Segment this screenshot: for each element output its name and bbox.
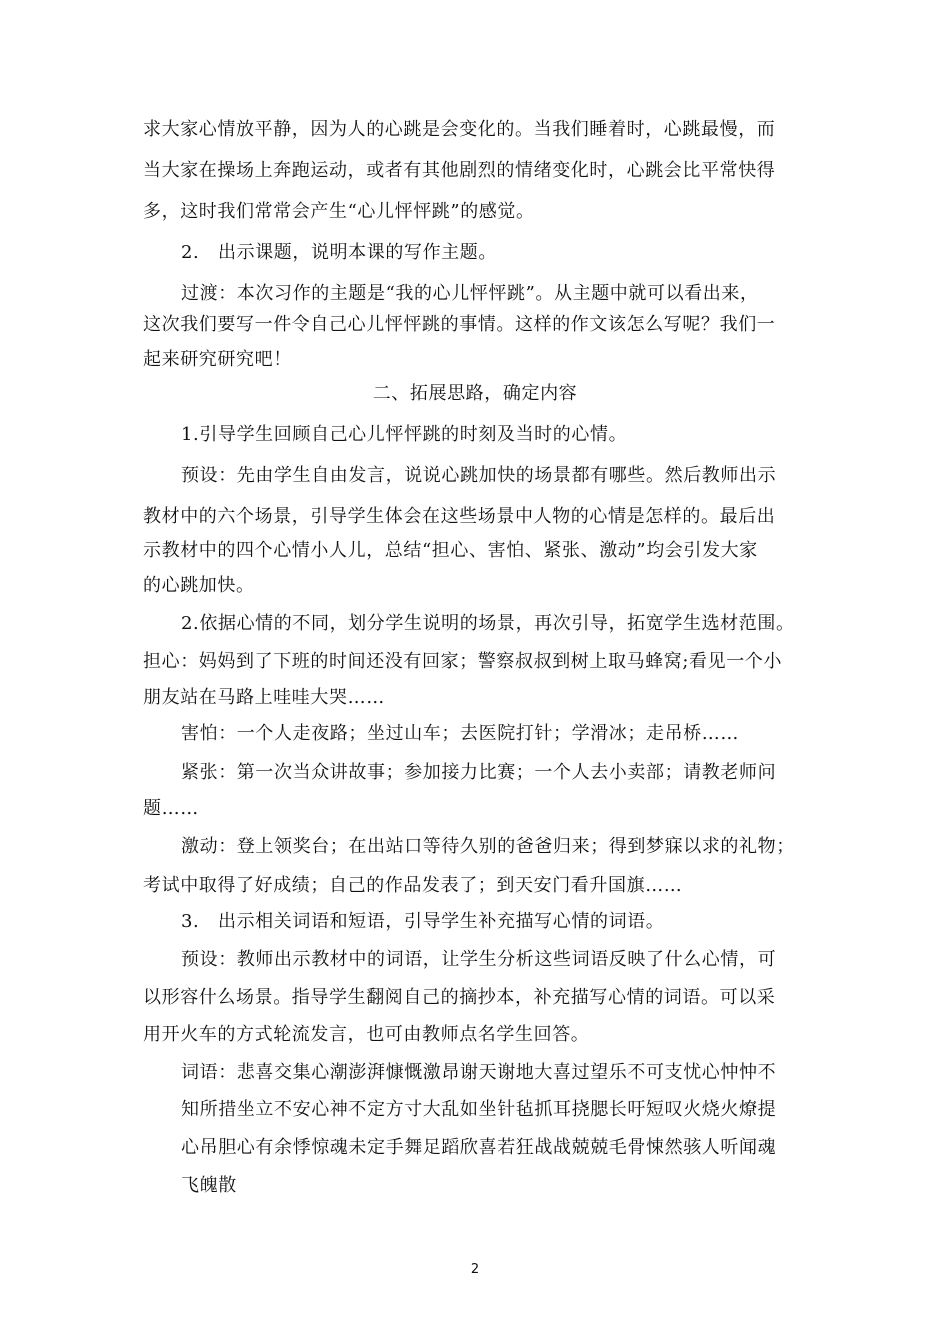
text-line: 飞魄散 — [181, 1175, 237, 1196]
text-line: 心吊胆心有余悸惊魂未定手舞足蹈欣喜若狂战战兢兢毛骨悚然骇人听闻魂 — [181, 1137, 777, 1158]
text-line: 朋友站在马路上哇哇大哭…… — [143, 687, 385, 708]
page-number: 2 — [470, 1262, 480, 1277]
text-line: 害怕：一个人走夜路；坐过山车；去医院打针；学滑冰；走吊桥…… — [181, 723, 739, 744]
text-line: 激动：登上领奖台；在出站口等待久别的爸爸归来；得到梦寐以求的礼物； — [181, 836, 795, 857]
text-line: 这次我们要写一件令自己心儿怦怦跳的事情。这样的作文该怎么写呢？我们一 — [143, 314, 776, 335]
text-line: 词语：悲喜交集心潮澎湃慷慨激昂谢天谢地大喜过望乐不可支忧心忡忡不 — [181, 1062, 777, 1083]
text-line: 2. 出示课题，说明本课的写作主题。 — [181, 242, 497, 263]
text-line: 用开火车的方式轮流发言，也可由教师点名学生回答。 — [143, 1024, 590, 1045]
text-line: 起来研究研究吧！ — [143, 349, 292, 370]
text-line: 考试中取得了好成绩；自己的作品发表了；到天安门看升国旗…… — [143, 875, 683, 896]
text-line: 担心：妈妈到了下班的时间还没有回家；警察叔叔到树上取马蜂窝;看见一个小 — [143, 651, 783, 672]
section-heading: 二、拓展思路，确定内容 — [372, 383, 578, 404]
text-line: 求大家心情放平静，因为人的心跳是会变化的。当我们睡着时，心跳最慢，而 — [143, 119, 776, 140]
text-line: 紧张：第一次当众讲故事；参加接力比赛；一个人去小卖部；请教老师问 — [181, 762, 777, 783]
text-line: 过渡：本次习作的主题是“我的心儿怦怦跳”。从主题中就可以看出来， — [181, 283, 759, 304]
text-line: 以形容什么场景。指导学生翻阅自己的摘抄本，补充描写心情的词语。可以采 — [143, 987, 776, 1008]
text-line: 当大家在操场上奔跑运动，或者有其他剧烈的情绪变化时，心跳会比平常快得 — [143, 160, 776, 181]
text-line: 3. 出示相关词语和短语，引导学生补充描写心情的词语。 — [181, 911, 665, 932]
text-line: 1.引导学生回顾自己心儿怦怦跳的时刻及当时的心情。 — [181, 424, 628, 445]
text-line: 示教材中的四个心情小人儿，总结“担心、害怕、紧张、激动”均会引发大家 — [143, 540, 758, 561]
text-line: 预设：教师出示教材中的词语，让学生分析这些词语反映了什么心情，可 — [181, 949, 777, 970]
text-line: 的心跳加快。 — [143, 575, 255, 596]
text-line: 题…… — [143, 798, 199, 819]
text-line: 教材中的六个场景，引导学生体会在这些场景中人物的心情是怎样的。最后出 — [143, 506, 776, 527]
text-line: 2.依据心情的不同，划分学生说明的场景，再次引导，拓宽学生选材范围。 — [181, 613, 795, 634]
text-line: 多，这时我们常常会产生“心儿怦怦跳”的感觉。 — [143, 201, 535, 222]
text-line: 预设：先由学生自由发言，说说心跳加快的场景都有哪些。然后教师出示 — [181, 465, 777, 486]
text-line: 知所措坐立不安心神不定方寸大乱如坐针毡抓耳挠腮长吁短叹火烧火燎提 — [181, 1099, 777, 1120]
